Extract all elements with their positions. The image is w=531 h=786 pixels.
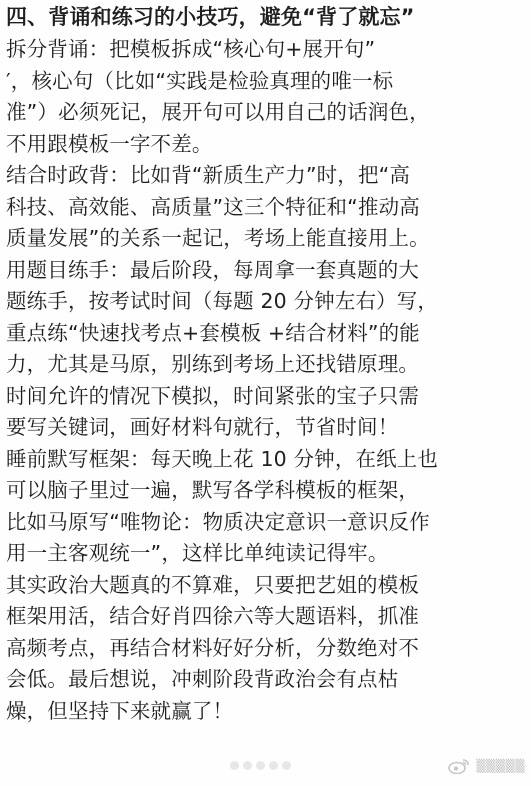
text-line: 可以脑子里过一遍，默写各学科模板的框架， — [6, 478, 419, 502]
watermark-text: ▒▒▒▒▒ — [476, 759, 525, 773]
text-line: ′，核心句（比如“实践是检验真理的唯一标 — [6, 68, 394, 93]
text-line: 用一主客观统一”，这样比单纯读记得牢。 — [6, 541, 389, 565]
text-line: 高频考点，再结合材料好好分析，分数绝对不 — [6, 635, 419, 660]
text-line: 拆分背诵：把模板拆成“核心句+展开句” — [6, 37, 376, 61]
text-line: 时间允许的情况下模拟，时间紧张的宝子只需 — [6, 383, 419, 408]
blurred-username-placeholder — [230, 761, 291, 770]
text-line: 睡前默写框架：每天晚上花 10 分钟，在纸上也 — [6, 446, 439, 471]
text-line: 准”）必须死记，展开句可以用自己的话润色， — [6, 100, 430, 124]
article-body — [6, 0, 528, 727]
paragraph-lines — [6, 34, 528, 727]
text-line: 其实政治大题真的不算难，只要把艺姐的模板 — [6, 572, 419, 597]
watermark — [448, 758, 525, 774]
text-line: 燥，但坚持下来就赢了！ — [6, 698, 234, 723]
text-line: 结合时政背：比如背“新质生产力”时，把“高 — [6, 163, 411, 187]
text-line: 科技、高效能、高质量”这三个特征和“推动高 — [6, 194, 420, 219]
text-line: 力，尤其是马原，别练到考场上还找错原理。 — [6, 352, 419, 376]
text-line: 会低。最后想说，冲刺阶段背政治会有点枯 — [6, 667, 399, 691]
text-line: 用题目练手：最后阶段，每周拿一套真题的大 — [6, 257, 419, 282]
text-line: 题练手，按考试时间（每题 20 分钟左右）写， — [6, 289, 439, 313]
text-line: 质量发展”的关系一起记，考场上能直接用上。 — [6, 226, 430, 250]
text-line: 框架用活，结合好肖四徐六等大题语料，抓准 — [6, 604, 419, 628]
weibo-logo-icon — [448, 758, 470, 774]
text-line: 比如马原写“唯物论：物质决定意识一意识反作 — [6, 509, 430, 534]
section-heading: 四、背诵和练习的小技巧，避免“背了就忘” — [6, 5, 415, 29]
text-line: 不用跟模板一字不差。 — [6, 131, 213, 156]
text-line: 重点练“快速找考点+套模板 +结合材料”的能 — [6, 320, 420, 345]
text-line: 要写关键词，画好材料句就行，节省时间！ — [6, 415, 399, 439]
